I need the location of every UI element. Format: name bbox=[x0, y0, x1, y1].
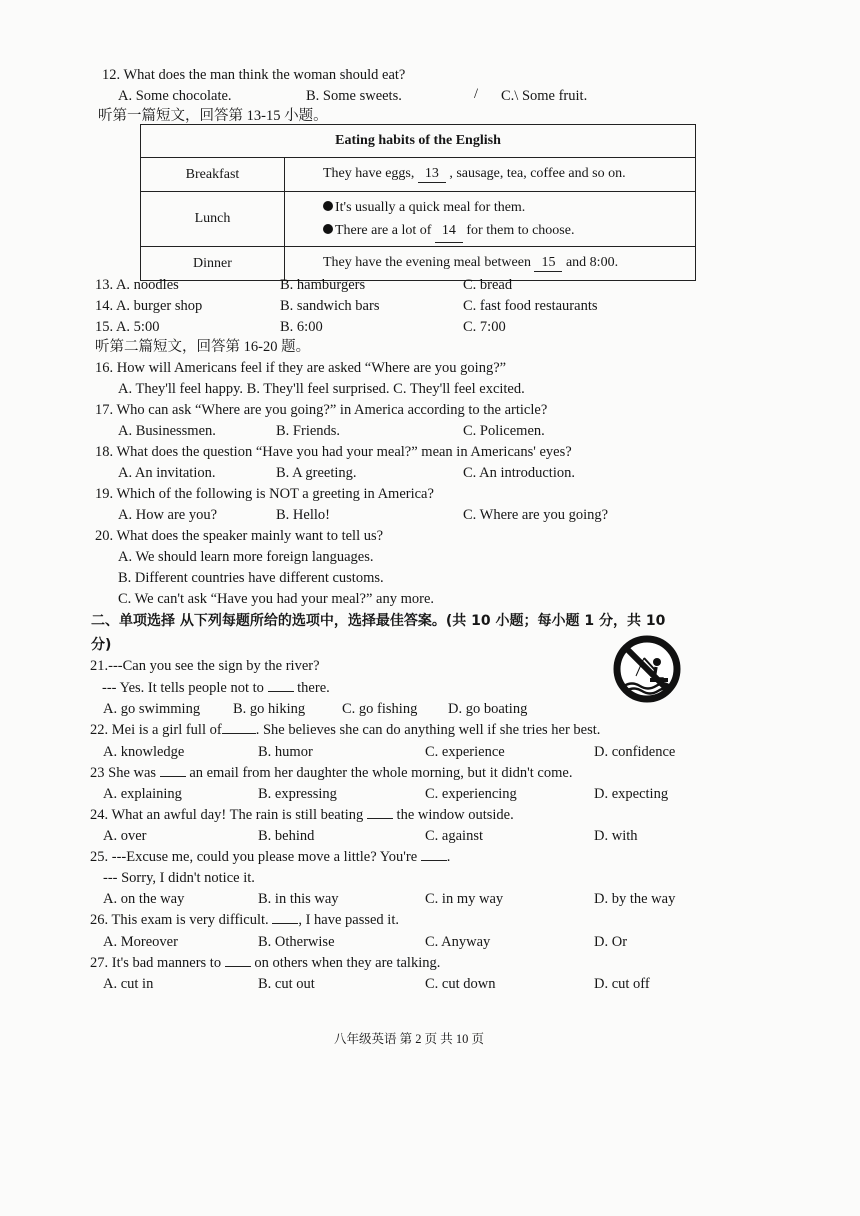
breakfast-info: They have eggs, 13 , sausage, tea, coffee and so on. bbox=[285, 158, 696, 192]
question-18: 18. What does the question “Have you had your meal?” mean in Americans' eyes? bbox=[95, 444, 572, 460]
q15-option-a: 15. A. 5:00 bbox=[95, 319, 160, 335]
q27-option-a: A. cut in bbox=[103, 976, 154, 992]
question-19: 19. Which of the following is NOT a greeting in America? bbox=[95, 486, 434, 502]
question-21: 21.---Can you see the sign by the river? bbox=[90, 658, 320, 674]
q18-option-c: C. An introduction. bbox=[463, 465, 575, 481]
bullet-icon bbox=[323, 201, 333, 211]
q19-option-b: B. Hello! bbox=[276, 507, 330, 523]
q23-option-b: B. expressing bbox=[258, 786, 337, 802]
q12-tick-mark: / bbox=[474, 86, 479, 102]
q24-option-a: A. over bbox=[103, 828, 147, 844]
q26-option-c: C. Anyway bbox=[425, 934, 491, 950]
section-2-heading-cont: 分) bbox=[91, 637, 112, 653]
question-25: 25. ---Excuse me, could you please move a little? You're . bbox=[90, 849, 451, 865]
question-23: 23 She was an email from her daughter the whole morning, but it didn't come. bbox=[90, 765, 573, 781]
q13-option-a: 13. A. noodles bbox=[95, 277, 179, 293]
q17-option-c: C. Policemen. bbox=[463, 423, 545, 439]
q22-option-c: C. experience bbox=[425, 744, 505, 760]
q20-option-c: C. We can't ask “Have you had your meal?” any more. bbox=[118, 591, 435, 607]
page-footer: 八年级英语 第 2 页 共 10 页 bbox=[334, 1032, 485, 1046]
q14-option-a: 14. A. burger shop bbox=[95, 298, 203, 314]
bullet-icon bbox=[323, 224, 333, 234]
dinner-info: They have the evening meal between 15 and 8:00. bbox=[285, 247, 696, 281]
q24-option-c: C. against bbox=[425, 828, 483, 844]
q22-option-d: D. confidence bbox=[594, 744, 676, 760]
answer-blank bbox=[272, 911, 298, 924]
q17-option-b: B. Friends. bbox=[276, 423, 341, 439]
q24-option-b: B. behind bbox=[258, 828, 315, 844]
section-2-heading: 二、单项选择 从下列每题所给的选项中，选择最佳答案。(共 10 小题；每小题 1 分，共 10 bbox=[91, 613, 666, 629]
q24-option-d: D. with bbox=[594, 828, 638, 844]
question-27: 27. It's bad manners to on others when they are talking. bbox=[90, 955, 441, 971]
meal-label-breakfast: Breakfast bbox=[141, 158, 285, 192]
q12-option-b: B. Some sweets. bbox=[306, 88, 402, 104]
q23-option-c: C. experiencing bbox=[425, 786, 517, 802]
q22-option-a: A. knowledge bbox=[103, 744, 185, 760]
q25-option-c: C. in my way bbox=[425, 891, 504, 907]
answer-blank bbox=[222, 721, 256, 734]
q19-option-c: C. Where are you going? bbox=[463, 507, 609, 523]
question-21-reply: --- Yes. It tells people not to there. bbox=[102, 680, 330, 696]
q19-option-a: A. How are you? bbox=[118, 507, 218, 523]
blank-15: 15 bbox=[534, 255, 562, 272]
blank-14: 14 bbox=[435, 219, 463, 243]
q13-option-b: B. hamburgers bbox=[280, 277, 366, 293]
q20-option-a: A. We should learn more foreign languages. bbox=[118, 549, 374, 565]
q23-option-d: D. expecting bbox=[594, 786, 669, 802]
question-12: 12. What does the man think the woman should eat? bbox=[102, 67, 406, 83]
lunch-info: It's usually a quick meal for them. There are a lot of 14 for them to choose. bbox=[285, 192, 696, 247]
q21-option-b: B. go hiking bbox=[233, 701, 306, 717]
q25-option-d: D. by the way bbox=[594, 891, 676, 907]
q14-option-c: C. fast food restaurants bbox=[463, 298, 598, 314]
q18-option-b: B. A greeting. bbox=[276, 465, 357, 481]
question-25-reply: --- Sorry, I didn't notice it. bbox=[103, 870, 255, 886]
answer-blank bbox=[160, 764, 186, 777]
blank-13: 13 bbox=[418, 166, 446, 183]
q13-option-c: C. bread bbox=[463, 277, 513, 293]
q27-option-c: C. cut down bbox=[425, 976, 496, 992]
q12-option-c: C.\ Some fruit. bbox=[501, 88, 588, 104]
q21-option-d: D. go boating bbox=[448, 701, 528, 717]
meal-label-dinner: Dinner bbox=[141, 247, 285, 281]
passage-1-intro: 听第一篇短文，回答第 13-15 小题。 bbox=[98, 108, 328, 124]
question-17: 17. Who can ask “Where are you going?” in America according to the article? bbox=[95, 402, 548, 418]
q27-option-d: D. cut off bbox=[594, 976, 650, 992]
q27-option-b: B. cut out bbox=[258, 976, 315, 992]
eating-habits-table bbox=[140, 124, 696, 281]
answer-blank bbox=[367, 806, 393, 819]
passage-2-intro: 听第二篇短文，回答第 16-20 题。 bbox=[95, 339, 311, 355]
question-26: 26. This exam is very difficult. , I have passed it. bbox=[90, 912, 399, 928]
table-row-lunch bbox=[141, 192, 696, 247]
q25-option-b: B. in this way bbox=[258, 891, 339, 907]
q25-option-a: A. on the way bbox=[103, 891, 185, 907]
q21-option-c: C. go fishing bbox=[342, 701, 418, 717]
answer-blank bbox=[268, 679, 294, 692]
q17-option-a: A. Businessmen. bbox=[118, 423, 216, 439]
q22-option-b: B. humor bbox=[258, 744, 313, 760]
question-24: 24. What an awful day! The rain is still beating the window outside. bbox=[90, 807, 514, 823]
q21-option-a: A. go swimming bbox=[103, 701, 201, 717]
answer-blank bbox=[421, 848, 447, 861]
question-22: 22. Mei is a girl full of . She believes she can do anything well if she tries her best. bbox=[90, 722, 601, 738]
q15-option-c: C. 7:00 bbox=[463, 319, 506, 335]
q18-option-a: A. An invitation. bbox=[118, 465, 216, 481]
q12-option-a: A. Some chocolate. bbox=[118, 88, 232, 104]
q15-option-b: B. 6:00 bbox=[280, 319, 323, 335]
q26-option-a: A. Moreover bbox=[103, 934, 178, 950]
q16-options: A. They'll feel happy. B. They'll feel surprised. C. They'll feel excited. bbox=[118, 381, 525, 397]
table-row-dinner bbox=[141, 247, 696, 281]
q23-option-a: A. explaining bbox=[103, 786, 182, 802]
q20-option-b: B. Different countries have different customs. bbox=[118, 570, 384, 586]
meal-label-lunch: Lunch bbox=[141, 192, 285, 247]
question-20: 20. What does the speaker mainly want to tell us? bbox=[95, 528, 384, 544]
q26-option-d: D. Or bbox=[594, 934, 628, 950]
q26-option-b: B. Otherwise bbox=[258, 934, 335, 950]
no-fishing-sign-icon bbox=[612, 634, 682, 704]
table-title: Eating habits of the English bbox=[141, 125, 696, 158]
table-row-breakfast bbox=[141, 158, 696, 192]
q14-option-b: B. sandwich bars bbox=[280, 298, 380, 314]
answer-blank bbox=[225, 954, 251, 967]
question-16: 16. How will Americans feel if they are asked “Where are you going?” bbox=[95, 360, 507, 376]
